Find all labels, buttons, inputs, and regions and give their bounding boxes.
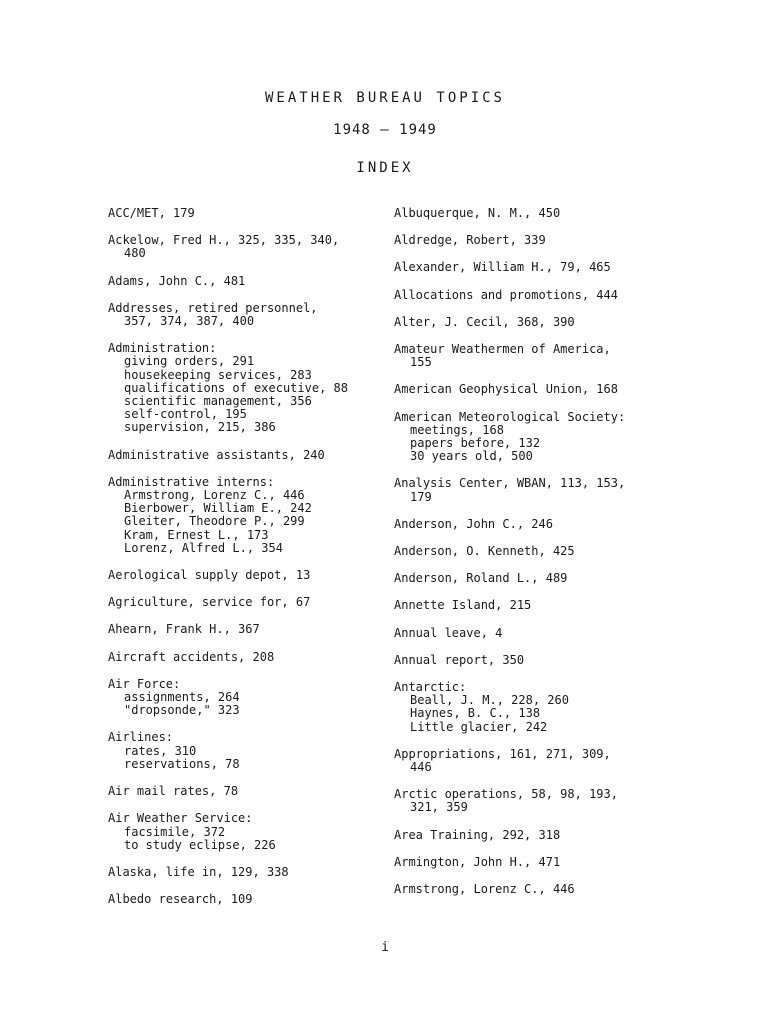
index-entry: [394, 411, 694, 464]
entry-subitem: reservations, 78: [124, 756, 240, 771]
entry-subitem: giving orders, 291: [124, 354, 255, 369]
entry-heading: Aldredge, Robert, 339: [394, 233, 546, 248]
index-entry: [394, 477, 694, 503]
entry-subitem: papers before, 132: [410, 436, 541, 451]
index-entry: [394, 627, 694, 640]
entry-heading: Anderson, Roland L., 489: [394, 571, 568, 586]
index-entry: [108, 596, 390, 609]
entry-heading: Adams, John C., 481: [108, 273, 246, 288]
entry-subitem: Little glacier, 242: [410, 719, 548, 734]
entry-heading: Alaska, life in, 129, 338: [108, 864, 289, 879]
year-range: 1948 — 1949: [333, 122, 437, 138]
index-entry: [108, 678, 390, 718]
page-number: i: [381, 940, 389, 955]
entry-heading: ACC/MET, 179: [108, 206, 195, 220]
entry-subitem: Kram, Ernest L., 173: [124, 527, 269, 542]
index-entry: [394, 829, 694, 842]
entry-subitem: supervision, 215, 386: [124, 420, 276, 435]
entry-continuation: 446: [410, 760, 432, 775]
entry-subitem: assignments, 264: [124, 690, 240, 705]
entry-heading: Alter, J. Cecil, 368, 390: [394, 314, 575, 329]
index-entry: [394, 518, 694, 531]
entry-subitem: scientific management, 356: [124, 394, 312, 409]
index-entry: [394, 234, 694, 247]
entry-subitem: Haynes, B. C., 138: [410, 706, 541, 721]
entry-heading: Ahearn, Frank H., 367: [108, 622, 260, 637]
index-entry: [108, 731, 390, 771]
entry-heading: Aircraft accidents, 208: [108, 649, 275, 664]
entry-heading: Annual report, 350: [394, 652, 525, 667]
entry-heading: Annual leave, 4: [394, 625, 503, 640]
index-entry: [394, 599, 694, 612]
entry-subitem: self-control, 195: [124, 407, 247, 422]
index-entry: [108, 893, 390, 906]
entry-heading: Administrative interns:: [108, 474, 275, 489]
index-entry: [394, 654, 694, 667]
entry-heading: Albuquerque, N. M., 450: [394, 206, 561, 220]
entry-heading: Air Force:: [108, 676, 181, 691]
entry-subitem: housekeeping services, 283: [124, 367, 312, 382]
index-entry: [394, 788, 694, 814]
index-entry: [108, 812, 390, 852]
index-entry: [108, 785, 390, 798]
entry-subitem: Bierbower, William E., 242: [124, 501, 312, 516]
entry-subitem: "dropsonde," 323: [124, 703, 240, 718]
index-entry: [108, 449, 390, 462]
entry-subitem: facsimile, 372: [124, 824, 226, 839]
index-entry: [394, 316, 694, 329]
entry-heading: Anderson, John C., 246: [394, 516, 553, 531]
entry-heading: Allocations and promotions, 444: [394, 287, 618, 302]
index-entry: [394, 748, 694, 774]
entry-continuation: 179: [410, 489, 432, 504]
entry-heading: Air Weather Service:: [108, 811, 253, 826]
index-entry: [108, 234, 390, 260]
index-column-right: [394, 207, 694, 896]
entry-continuation: 155: [410, 355, 432, 370]
index-entry: [108, 569, 390, 582]
entry-continuation: 480: [124, 246, 146, 261]
entry-heading: Analysis Center, WBAN, 113, 153,: [394, 476, 626, 491]
index-entry: [108, 207, 390, 220]
entry-heading: Arctic operations, 58, 98, 193,: [394, 787, 618, 802]
index-entry: [394, 261, 694, 274]
index-entry: [394, 545, 694, 558]
entry-heading: Amateur Weathermen of America,: [394, 342, 611, 357]
index-heading: INDEX: [356, 160, 414, 176]
index-entry: [394, 572, 694, 585]
entry-subitem: 30 years old, 500: [410, 449, 533, 464]
entry-heading: Administrative assistants, 240: [108, 447, 325, 462]
index-entry: [394, 856, 694, 869]
entry-heading: Aerological supply depot, 13: [108, 568, 311, 583]
index-entry: [394, 681, 694, 734]
entry-subitem: Armstrong, Lorenz C., 446: [124, 488, 305, 503]
entry-continuation: 357, 374, 387, 400: [124, 314, 255, 329]
entry-subitem: to study eclipse, 226: [124, 837, 276, 852]
entry-continuation: 321, 359: [410, 800, 468, 815]
index-entry: [108, 275, 390, 288]
entry-subitem: qualifications of executive, 88: [124, 380, 348, 395]
entry-heading: Annette Island, 215: [394, 598, 532, 613]
index-entry: [394, 289, 694, 302]
entry-heading: American Meteorological Society:: [394, 409, 626, 424]
entry-subitem: Gleiter, Theodore P., 299: [124, 514, 305, 529]
entry-heading: Armington, John H., 471: [394, 854, 561, 869]
entry-heading: Albedo research, 109: [108, 892, 253, 907]
entry-heading: Alexander, William H., 79, 465: [394, 260, 611, 275]
entry-heading: Anderson, O. Kenneth, 425: [394, 544, 575, 559]
index-entry: [108, 623, 390, 636]
index-column-left: [108, 207, 390, 906]
entry-subitem: Lorenz, Alfred L., 354: [124, 540, 283, 555]
entry-subitem: meetings, 168: [410, 422, 504, 437]
index-entry: [394, 383, 694, 396]
entry-heading: American Geophysical Union, 168: [394, 382, 618, 397]
entry-heading: Appropriations, 161, 271, 309,: [394, 746, 611, 761]
index-entry: [394, 883, 694, 896]
entry-heading: Airlines:: [108, 730, 174, 745]
entry-heading: Armstrong, Lorenz C., 446: [394, 882, 575, 897]
entry-heading: Addresses, retired personnel,: [108, 300, 318, 315]
entry-heading: Antarctic:: [394, 680, 467, 695]
index-entry: [394, 343, 694, 369]
index-entry: [108, 651, 390, 664]
index-entry: [108, 342, 390, 434]
entry-subitem: rates, 310: [124, 743, 197, 758]
page-title: WEATHER BUREAU TOPICS: [264, 90, 505, 106]
entry-heading: Air mail rates, 78: [108, 784, 239, 799]
index-entry: [394, 207, 694, 220]
entry-heading: Area Training, 292, 318: [394, 827, 561, 842]
index-entry: [108, 302, 390, 328]
index-entry: [108, 866, 390, 879]
entry-heading: Agriculture, service for, 67: [108, 595, 311, 610]
entry-heading: Administration:: [108, 341, 217, 356]
index-entry: [108, 476, 390, 555]
entry-subitem: Beall, J. M., 228, 260: [410, 693, 569, 708]
entry-heading: Ackelow, Fred H., 325, 335, 340,: [108, 233, 340, 248]
